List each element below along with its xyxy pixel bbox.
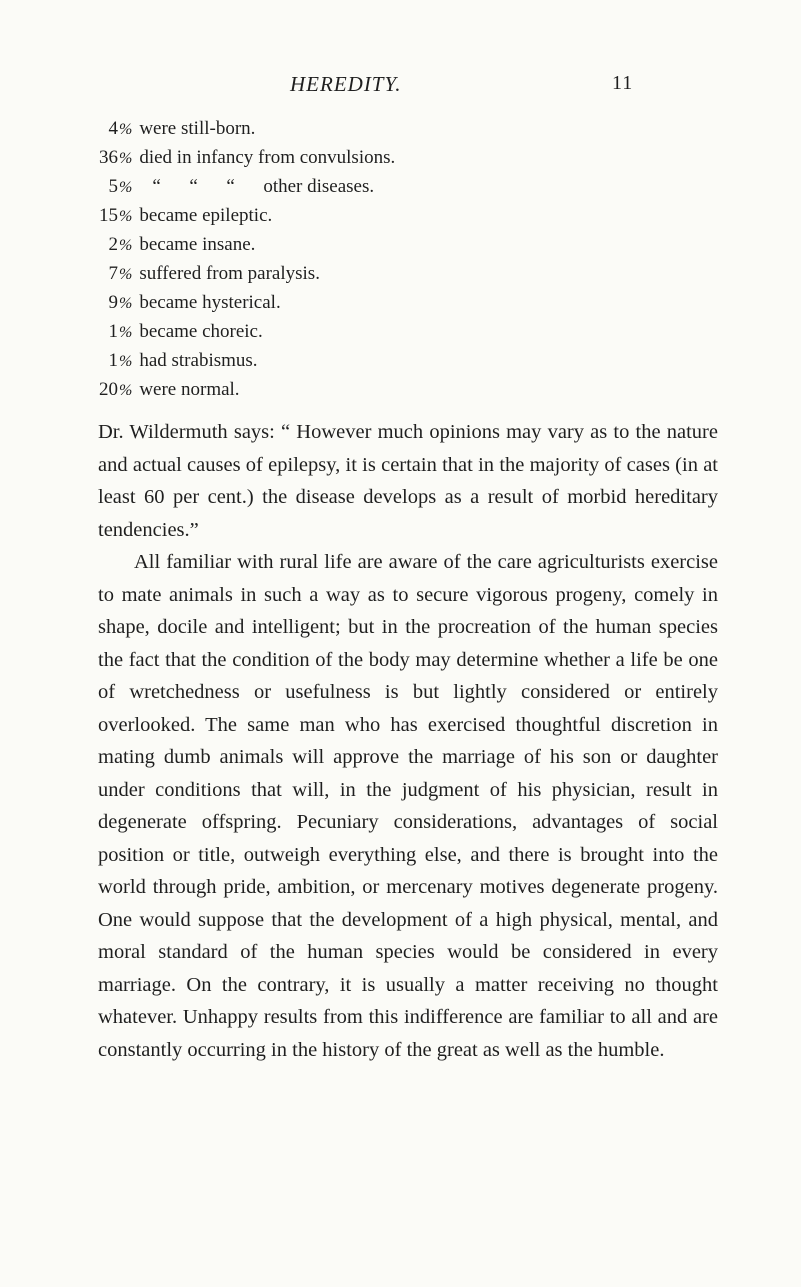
- stat-percent: 1: [108, 321, 118, 342]
- percent-sign: %: [119, 266, 133, 283]
- percent-sign: %: [119, 382, 133, 399]
- paragraph-heredity: All familiar with rural life are aware of the care agriculturists exercise to mate animals in such a way as to secure vigorous progeny, comely in shape, docile and intelligent; but in the procreation of the human species the fact that the condition of the body may determine whether a life be one of wretchedness or usefulness is but lightly considered or entirely overlooked. The same man who has exercised thoughtful discretion in mating dumb animals will approve the marriage of his son or daughter under conditions that will, in the judgment of his physician, result in degenerate offspring. Pecuniary considerations, advantages of social position or title, outweigh everything else, and there is brought into the world through pride, ambition, or mercenary motives degenerate progeny. One would suppose that the development of a high physical, mental, and moral standard of the human species would be considered in every marriage. On the contrary, it is usually a matter receiving no thought whatever. Unhappy results from this indifference are familiar to all and are constantly occurring in the history of the great as well as the humble.: [98, 551, 718, 1061]
- stat-percent: 9: [108, 292, 118, 313]
- running-head: HEREDITY.: [290, 72, 402, 96]
- stat-item: [88, 205, 272, 235]
- percent-sign: %: [119, 179, 133, 196]
- stat-item: [88, 292, 281, 322]
- stat-item: [88, 234, 255, 264]
- stat-item: [88, 118, 255, 148]
- stat-percent: 4: [108, 118, 118, 139]
- ditto-mark: “: [152, 176, 161, 197]
- stat-description: became hysterical.: [139, 292, 281, 313]
- stat-item: [88, 263, 320, 293]
- stat-description: became insane.: [139, 234, 256, 255]
- stat-description: suffered from paralysis.: [139, 263, 320, 284]
- percent-sign: %: [119, 295, 133, 312]
- percent-sign: %: [119, 121, 133, 138]
- stat-item: [88, 176, 374, 206]
- stat-description: became choreic.: [139, 321, 263, 342]
- stat-percent: 1: [108, 350, 118, 371]
- stat-description: had strabismus.: [139, 350, 258, 371]
- stat-description: other diseases.: [263, 176, 375, 197]
- stat-item: [88, 350, 258, 380]
- percent-sign: %: [119, 324, 133, 341]
- stat-description: died in infancy from convulsions.: [139, 147, 396, 168]
- percent-sign: %: [119, 353, 133, 370]
- ditto-mark: “: [189, 176, 198, 197]
- stat-item: [88, 321, 263, 351]
- stat-description: were still-born.: [139, 118, 256, 139]
- body-text: [98, 416, 718, 1066]
- stat-description: became epileptic.: [139, 205, 273, 226]
- stat-description: were normal.: [139, 379, 240, 400]
- stat-percent: 7: [108, 263, 118, 284]
- paragraph-quote: Dr. Wildermuth says: “ However much opinions may vary as to the nature and actual causes of epilepsy, it is certain that in the majority of cases (in at least 60 per cent.) the disease develops as a result of morbid hereditary tendencies.”: [98, 421, 718, 541]
- stat-item: [88, 147, 395, 177]
- percent-sign: %: [119, 150, 133, 167]
- stat-item: [88, 379, 240, 409]
- percent-sign: %: [119, 237, 133, 254]
- stat-percent: 5: [108, 176, 118, 197]
- stat-percent: 20: [99, 379, 118, 400]
- percent-sign: %: [119, 208, 133, 225]
- ditto-mark: “: [226, 176, 235, 197]
- stat-percent: 15: [99, 205, 118, 226]
- stat-percent: 2: [108, 234, 118, 255]
- page-number: 11: [612, 72, 634, 94]
- page-header: [0, 72, 801, 106]
- stat-percent: 36: [99, 147, 118, 168]
